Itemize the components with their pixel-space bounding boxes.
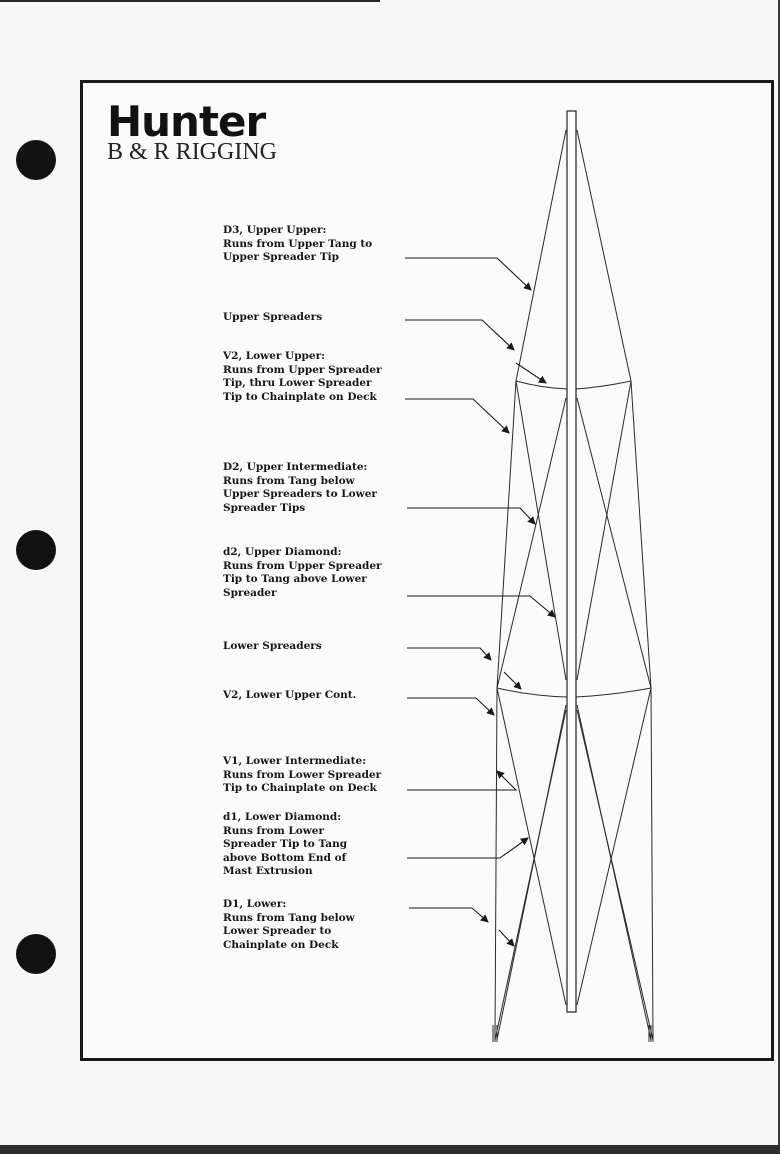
v2-lower-upper-starboard bbox=[631, 381, 651, 688]
leader-v1 bbox=[407, 771, 516, 790]
lower-spreader-port bbox=[497, 688, 567, 697]
leader-d2 bbox=[407, 508, 535, 524]
callout-line: Lower Spreaders bbox=[223, 640, 322, 652]
callout-line: Runs from Upper Spreader bbox=[223, 559, 382, 572]
d1-lower-port bbox=[495, 710, 566, 1040]
upper-spreader-port bbox=[516, 381, 567, 389]
leader-d2-diamond bbox=[407, 596, 555, 617]
leader-upper-spreaders bbox=[405, 320, 514, 350]
callout-line: Runs from Tang below bbox=[223, 911, 355, 924]
callout-line: Upper Spreaders bbox=[223, 311, 323, 323]
upper-spreader-starboard bbox=[576, 381, 631, 389]
d2-upper-intermediate-port bbox=[497, 398, 566, 688]
leader-v2-cont bbox=[407, 698, 494, 715]
d2-upper-intermediate-starboard bbox=[577, 398, 651, 688]
callout-line: Spreader Tips bbox=[223, 501, 306, 514]
callout-line: Tip to Chainplate on Deck bbox=[223, 782, 377, 794]
leader-d1-diamond bbox=[407, 838, 528, 858]
callout-line: Tip, thru Lower Spreader bbox=[223, 377, 372, 389]
leader-d1 bbox=[409, 908, 488, 922]
callout-line: Upper Spreaders to Lower bbox=[223, 488, 377, 500]
v2-lower-upper-cont-starboard bbox=[651, 688, 653, 1040]
callout-line: V2, Lower Upper: bbox=[223, 350, 325, 362]
callout-line: above Bottom End of bbox=[223, 851, 347, 864]
callout-line: D3, Upper Upper: bbox=[223, 224, 327, 236]
v2-lower-upper-cont-port bbox=[495, 688, 497, 1040]
callout-line: Upper Spreader Tip bbox=[223, 251, 340, 263]
callout-line: Tip to Chainplate on Deck bbox=[223, 390, 377, 403]
d1-lower-diamond-starboard bbox=[577, 688, 651, 1005]
leader-v2 bbox=[405, 399, 509, 433]
brand-subtitle: B & R RIGGING bbox=[107, 139, 278, 165]
leader-upper-spreaders-tip bbox=[516, 363, 546, 383]
d1-lower-starboard bbox=[577, 710, 653, 1040]
callout-line: D2, Upper Intermediate: bbox=[223, 461, 368, 473]
d1-lower-diamond-port bbox=[497, 688, 566, 1005]
callout-line: Lower Spreader to bbox=[223, 925, 332, 937]
leader-lower-spreaders-tip bbox=[504, 672, 521, 689]
callout-line: Chainplate on Deck bbox=[223, 938, 339, 951]
leader-lower-spreaders bbox=[407, 648, 491, 660]
callout-line: Runs from Upper Tang to bbox=[223, 237, 373, 250]
callout-line: Runs from Upper Spreader bbox=[223, 363, 382, 376]
mast-extrusion bbox=[567, 111, 576, 1012]
callout-line: Mast Extrusion bbox=[223, 865, 313, 877]
d3-upper-upper-starboard bbox=[577, 130, 631, 381]
callout-line: Tip to Tang above Lower bbox=[223, 573, 367, 585]
callout-line: Runs from Lower bbox=[223, 824, 325, 837]
callout-line: Spreader bbox=[223, 586, 277, 599]
callout-line: V2, Lower Upper Cont. bbox=[223, 689, 357, 701]
callout-line: Spreader Tip to Tang bbox=[223, 838, 348, 850]
brand-name: Hunter bbox=[107, 97, 266, 146]
leader-d3 bbox=[405, 258, 531, 290]
callout-line: d1, Lower Diamond: bbox=[223, 811, 342, 823]
v2-lower-upper-port bbox=[497, 381, 516, 688]
callout-line: Runs from Tang below bbox=[223, 474, 355, 487]
callout-line: V1, Lower Intermediate: bbox=[223, 755, 366, 767]
d2-upper-diamond-starboard bbox=[577, 381, 631, 680]
callout-line: Runs from Lower Spreader bbox=[223, 768, 382, 781]
callout-line: D1, Lower: bbox=[223, 898, 287, 910]
d3-upper-upper-port bbox=[516, 130, 566, 381]
leader-d1-tip bbox=[499, 930, 514, 946]
d2-upper-diamond-port bbox=[516, 381, 566, 680]
lower-spreader-starboard bbox=[576, 688, 651, 697]
callout-line: d2, Upper Diamond: bbox=[223, 546, 342, 558]
